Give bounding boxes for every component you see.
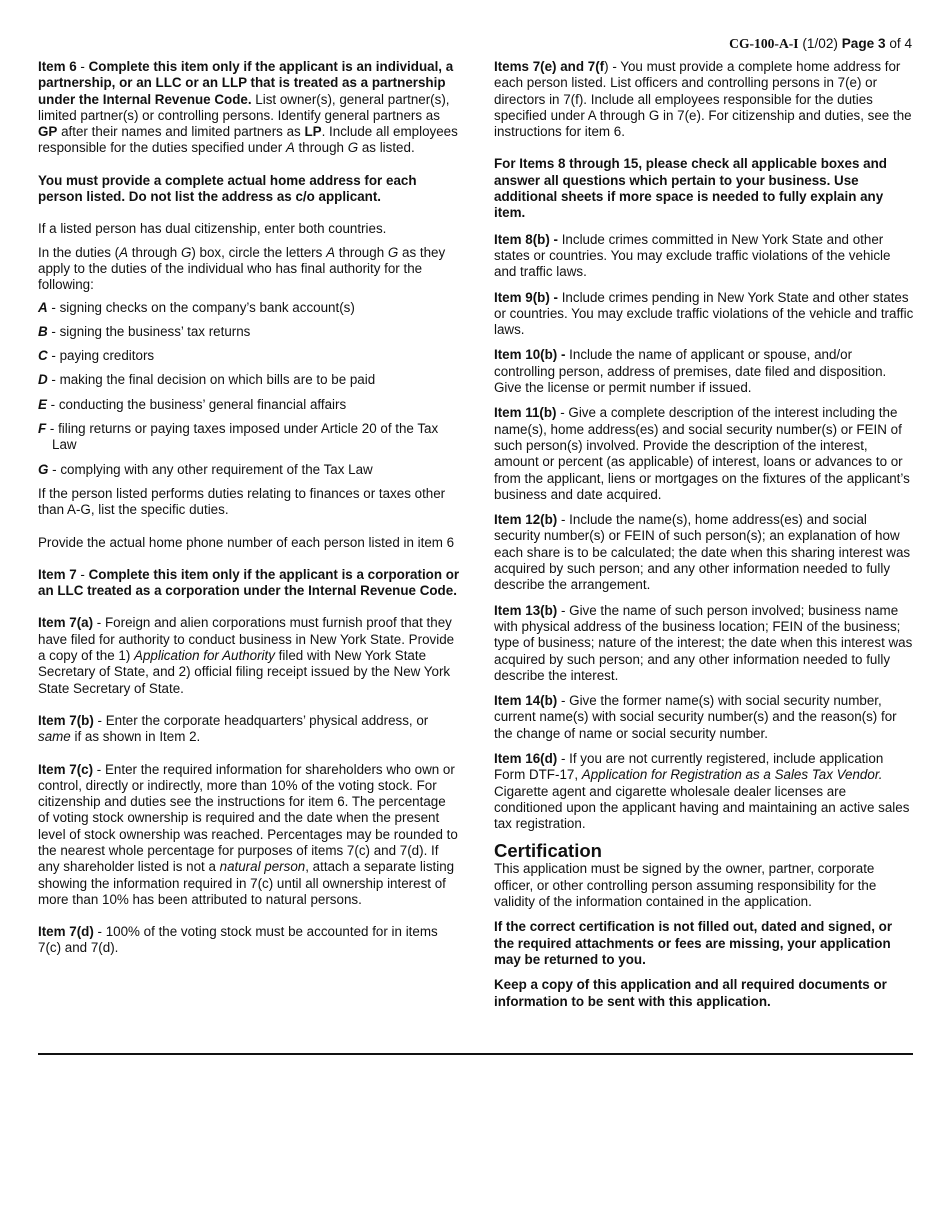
item11b-text: - Give a complete description of the interest including the name(s), home address(es) and social security number(s) or FEIN of such person(s) involved. Provide the description of the interest, amount or percent (as applicable) of interest, loans or advances to or from the applicant, liens or mortgages on the fixtures of the applicant’s business and date acquired. bbox=[494, 405, 910, 502]
duty-letter: B bbox=[38, 323, 48, 339]
item7d-text: - 100% of the voting stock must be accounted for in items 7(c) and 7(d). bbox=[38, 924, 438, 956]
item7a-text1: - Foreign and alien corporations must furnish proof that they have filed for authority to conduct business in New York State. Provide a copy of the 1) bbox=[38, 615, 455, 664]
item6-text2: after their names and limited partners as bbox=[57, 124, 305, 140]
item10b-label: Item 10(b) - bbox=[494, 347, 566, 363]
item14b-paragraph bbox=[494, 693, 914, 742]
page-header bbox=[729, 36, 912, 52]
duty-item bbox=[38, 421, 460, 454]
item10b-paragraph bbox=[494, 347, 914, 396]
other-duties-note: If the person listed performs duties relating to finances or taxes other than A-G, list the specific duties. bbox=[38, 485, 446, 518]
duties-letter-a2: A bbox=[326, 244, 335, 260]
item7b-text1: - Enter the corporate headquarters’ physical address, or bbox=[93, 712, 429, 728]
duty-item bbox=[38, 348, 460, 364]
item16d-text1: - If you are not currently registered, include application Form DTF-17, bbox=[494, 750, 884, 783]
duty-text: - conducting the business’ general financial affairs bbox=[46, 396, 347, 412]
item7a-italic: Application for Authority bbox=[134, 648, 275, 664]
items8-15-note: For Items 8 through 15, please check all applicable boxes and answer all questions which pertain to your business. Use additional sheets if more space is needed to fully explain any item. bbox=[494, 156, 887, 221]
item16d-italic: Application for Registration as a Sales Tax Vendor. bbox=[581, 767, 883, 783]
item13b-text: - Give the name of such person involved; business name with physical address of the business location; FEIN of the business; type of business; nature of the interest; the date when this interest was acquired by such person; and any other information needed to fully describe the interest. bbox=[494, 602, 913, 683]
lp-abbrev: LP bbox=[304, 124, 322, 140]
certification-warning: If the correct certification is not filled out, dated and signed, or the required attachments or fees are missing, your application may be returned to you. bbox=[494, 919, 893, 967]
duty-item bbox=[38, 462, 460, 478]
form-id: CG-100-A-I bbox=[729, 36, 799, 51]
item6-bold: Complete this item only if the applicant is an individual, a partnership, or an LLC or an LLP that is treated as a partnership under the Internal Revenue Code. bbox=[38, 59, 454, 107]
item7a-label: Item 7(a) bbox=[38, 615, 94, 631]
left-column bbox=[38, 59, 460, 966]
duty-letter: G bbox=[38, 461, 49, 477]
item14b-text: - Give the former name(s) with social security number, current name(s) with social security number(s) and the reason(s) for the change of name or social security number. bbox=[494, 693, 897, 741]
item7c-text2: , attach a separate listing showing the information required in 7(c) until all ownership interest of more than 10% has been attributed to natural persons. bbox=[38, 859, 455, 907]
page-word: Page bbox=[841, 36, 875, 51]
duties-intro-1: In the duties ( bbox=[38, 244, 120, 260]
duty-letter: A bbox=[38, 299, 48, 315]
item6-text1: List owner(s), general partner(s), limited partner(s) or controlling persons. Identify general partners as bbox=[38, 91, 450, 123]
item8b-paragraph bbox=[494, 232, 914, 281]
duties-letter-a: A bbox=[119, 244, 129, 260]
item7b-text2: if as shown in Item 2. bbox=[70, 729, 201, 745]
item14b-label: Item 14(b) bbox=[494, 693, 558, 709]
duty-text: - complying with any other requirement of the Tax Law bbox=[48, 461, 373, 477]
page-number: 3 bbox=[877, 36, 886, 51]
duties-letter-g2: G bbox=[387, 244, 399, 260]
item7d-label: Item 7(d) bbox=[38, 924, 94, 940]
item9b-label: Item 9(b) - bbox=[494, 289, 558, 305]
item7d-paragraph bbox=[38, 924, 460, 957]
item8b-text: Include crimes committed in New York State and other states or countries. You may exclude traffic violations of the vehicle and traffic laws. bbox=[494, 231, 891, 280]
item12b-paragraph bbox=[494, 512, 914, 593]
duty-letter: C bbox=[38, 348, 48, 364]
item12b-label: Item 12(b) bbox=[494, 512, 558, 528]
duty-text: - filing returns or paying taxes imposed under Article 20 of the Tax Law bbox=[46, 421, 439, 453]
item7a-text2: filed with New York State Secretary of State, and 2) official filing receipt issued by the New York State Secretary of State. bbox=[38, 648, 451, 696]
home-phone-note: Provide the actual home phone number of each person listed in item 6 bbox=[38, 534, 455, 550]
duties-through-2: through bbox=[335, 244, 388, 260]
duties-intro-3: as they apply to the duties of the individual who has final authority for the following: bbox=[38, 244, 446, 293]
duty-item bbox=[38, 397, 460, 413]
item7ef-label: Items 7(e) and 7(f bbox=[494, 59, 605, 74]
item7c-paragraph bbox=[38, 762, 460, 909]
certification-heading: Certification bbox=[494, 840, 602, 862]
item8b-label: Item 8(b) - bbox=[494, 231, 558, 247]
item16d-paragraph bbox=[494, 751, 914, 832]
duties-letter-g: G bbox=[180, 244, 192, 260]
item11b-paragraph bbox=[494, 405, 914, 503]
of-word: of bbox=[889, 36, 901, 51]
right-column bbox=[494, 59, 914, 1019]
page-total: 4 bbox=[904, 36, 912, 51]
item7a-paragraph bbox=[38, 615, 460, 696]
item7c-text1: - Enter the required information for shareholders who own or control, directly or indirectly, more than 10% of the voting stock. For citizenship and duties see the instructions for item 6. The percentage of voting stock ownership is required and the date when the present level of stock ownership was reached. Percentages may be rounded to the nearest whole percentage for purposes of items 7(c) and 7(d). If any shareholder listed is not a bbox=[38, 761, 458, 875]
item6-paragraph bbox=[38, 59, 460, 157]
duty-text: - signing checks on the company’s bank account(s) bbox=[47, 299, 355, 315]
item6-label: Item 6 bbox=[38, 59, 77, 74]
bottom-rule bbox=[38, 1053, 913, 1055]
item7c-italic: natural person bbox=[219, 859, 306, 875]
item13b-paragraph bbox=[494, 603, 914, 684]
item10b-text: Include the name of applicant or spouse, and/or controlling person, address of premises, date filed and disposition. Give the license or permit number if issued. bbox=[494, 347, 887, 396]
item7c-label: Item 7(c) bbox=[38, 761, 94, 777]
item16d-text2: Cigarette agent and cigarette wholesale dealer licenses are conditioned upon the applicant having and maintaining an active sales tax registration. bbox=[494, 783, 910, 832]
duty-item bbox=[38, 300, 460, 316]
item7-bold: Complete this item only if the applicant is a corporation or an LLC treated as a corporation under the Internal Revenue Code. bbox=[38, 566, 460, 599]
item7-paragraph bbox=[38, 567, 460, 600]
item6-text3: . Include all employees responsible for the duties specified under bbox=[38, 124, 458, 156]
duty-text: - signing the business’ tax returns bbox=[47, 323, 251, 339]
item7b-italic: same bbox=[38, 729, 71, 745]
dual-citizenship-note: If a listed person has dual citizenship, enter both countries. bbox=[38, 221, 387, 237]
as-listed: as listed. bbox=[358, 140, 415, 156]
letter-g: G bbox=[347, 140, 359, 156]
item6-sep: - bbox=[76, 59, 89, 74]
duty-letter: F bbox=[38, 421, 47, 437]
item7b-paragraph bbox=[38, 713, 460, 746]
duty-letter: D bbox=[38, 372, 48, 388]
item11b-label: Item 11(b) bbox=[494, 405, 557, 421]
through-word: through bbox=[294, 140, 348, 156]
letter-a: A bbox=[285, 140, 295, 156]
item12b-text: - Include the name(s), home address(es) and social security number(s) or FEIN of such person(s); an explanation of how each share is to be calculated; the date when this sharing interest was acquired by such person; and any other information needed to fully describe the arrangement. bbox=[494, 512, 911, 593]
duties-through: through bbox=[128, 244, 181, 260]
home-address-note: You must provide a complete actual home address for each person listed. Do not list the address as c/o applicant. bbox=[38, 172, 417, 205]
duty-text: - making the final decision on which bills are to be paid bbox=[47, 372, 376, 388]
item9b-text: Include crimes pending in New York State and other states or countries. You may exclude traffic violations of the vehicle and traffic laws. bbox=[494, 289, 914, 338]
item7b-label: Item 7(b) bbox=[38, 712, 94, 728]
item9b-paragraph bbox=[494, 290, 914, 339]
item7-label: Item 7 bbox=[38, 566, 77, 582]
item7ef-text: ) - You must provide a complete home address for each person listed. List officers and controlling persons in 7(e) or directors in 7(f). Include all employees responsible for the duties specified under A through G in 7(e). For citizenship and duties, see the instructions for item 6. bbox=[494, 59, 912, 140]
duties-intro-2: ) box, circle the letters bbox=[191, 244, 327, 260]
item16d-label: Item 16(d) bbox=[494, 750, 558, 766]
form-revision: (1/02) bbox=[802, 36, 838, 51]
item7-sep: - bbox=[76, 566, 89, 582]
gp-abbrev: GP bbox=[38, 124, 58, 140]
keep-copy-note: Keep a copy of this application and all required documents or information to be sent with this application. bbox=[494, 977, 887, 1009]
certification-text: This application must be signed by the owner, partner, corporate officer, or other controlling person assuming responsibility for the validity of the information contained in the application. bbox=[494, 861, 877, 910]
duties-intro bbox=[38, 245, 460, 294]
duty-letter: E bbox=[38, 396, 47, 412]
item13b-label: Item 13(b) bbox=[494, 602, 558, 618]
duty-item bbox=[38, 372, 460, 388]
item7ef-paragraph bbox=[494, 59, 914, 140]
duty-text: - paying creditors bbox=[47, 348, 155, 364]
duty-item bbox=[38, 324, 460, 340]
